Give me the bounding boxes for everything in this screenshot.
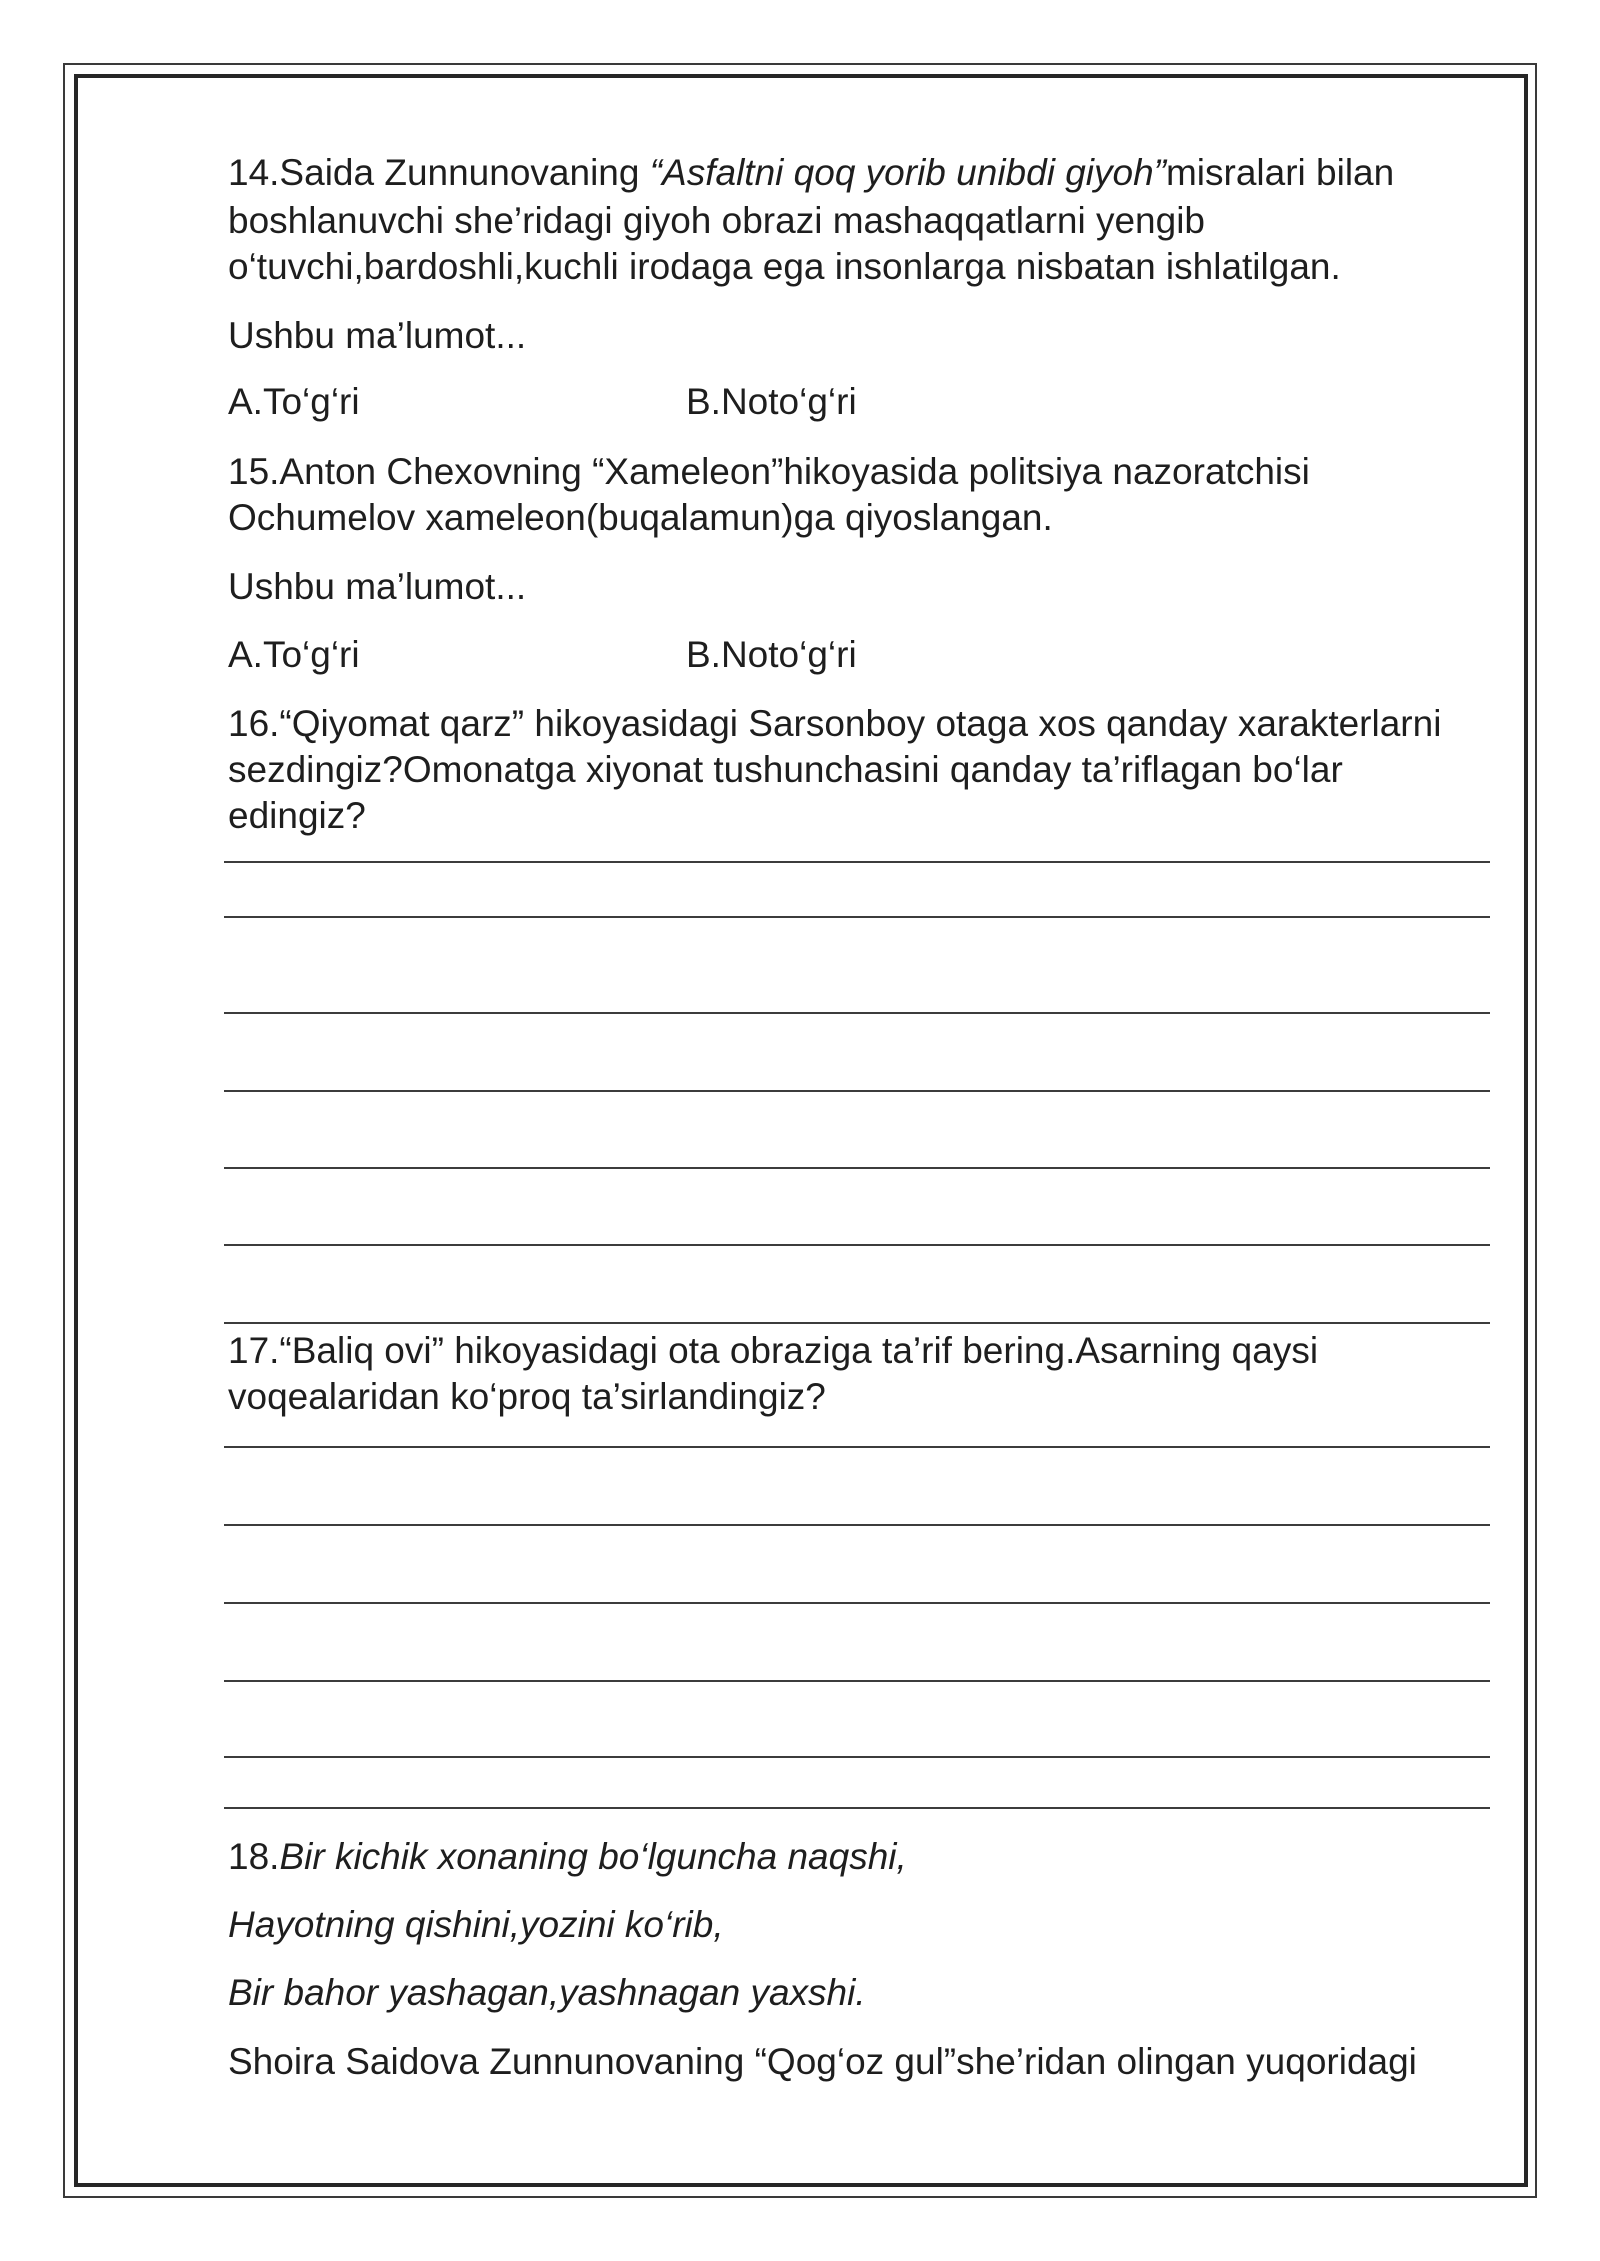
- verse-line-1: Bir kichik xonaning bo‘lguncha naqshi,: [279, 1836, 907, 1877]
- answer-line: [224, 1167, 1490, 1169]
- question-16-line-3: edingiz?: [228, 795, 366, 836]
- question-15-option-b: B.Noto‘g‘ri: [686, 634, 857, 675]
- question-14-lead: 14.Saida Zunnunovaning: [228, 152, 650, 193]
- answer-line: [224, 1244, 1490, 1246]
- question-18-text: Shoira Saidova Zunnunovaning “Qog‘oz gul”she’ridan olingan yuqoridagi: [228, 2041, 1417, 2082]
- question-15-line-1: 15.Anton Chexovning “Xameleon”hikoyasida politsiya nazoratchisi: [228, 451, 1310, 492]
- question-14-line-2: boshlanuvchi she’ridagi giyoh obrazi mashaqqatlarni yengib: [228, 200, 1205, 241]
- answer-line: [224, 1446, 1490, 1448]
- question-17-line-2: voqealaridan ko‘proq ta’sirlandingiz?: [228, 1376, 826, 1417]
- question-14-quote: “Asfaltni qoq yorib unibdi giyoh”: [649, 152, 1166, 193]
- question-15-prompt: Ushbu ma’lumot...: [228, 566, 527, 607]
- verse-line-2: Hayotning qishini,yozini ko‘rib,: [228, 1904, 724, 1945]
- answer-line: [224, 916, 1490, 918]
- question-14-tail: misralari bilan: [1165, 152, 1395, 193]
- answer-line: [224, 1012, 1490, 1014]
- question-14-option-a: A.To‘g‘ri: [228, 381, 360, 422]
- answer-line: [224, 1322, 1490, 1324]
- answer-line: [224, 1524, 1490, 1526]
- question-14-option-b: B.Noto‘g‘ri: [686, 381, 857, 422]
- question-18-line-1: [228, 1834, 907, 1880]
- question-16-line-1: 16.“Qiyomat qarz” hikoyasidagi Sarsonboy otaga xos qanday xarakterlarni: [228, 703, 1442, 744]
- question-14-line-3: o‘tuvchi,bardoshli,kuchli irodaga ega insonlarga nisbatan ishlatilgan.: [228, 246, 1341, 287]
- question-17-line-1: 17.“Baliq ovi” hikoyasidagi ota obraziga ta’rif bering.Asarning qaysi: [228, 1330, 1319, 1371]
- question-15-line-2: Ochumelov xameleon(buqalamun)ga qiyoslangan.: [228, 497, 1053, 538]
- answer-line: [224, 1602, 1490, 1604]
- question-14-prompt: Ushbu ma’lumot...: [228, 315, 527, 356]
- answer-line: [224, 1756, 1490, 1758]
- question-18-number: 18.: [228, 1836, 280, 1877]
- question-16-line-2: sezdingiz?Omonatga xiyonat tushunchasini qanday ta’riflagan bo‘lar: [228, 749, 1343, 790]
- question-14-line-1: [228, 150, 1394, 196]
- answer-line: [224, 1090, 1490, 1092]
- answer-line: [224, 861, 1490, 863]
- question-15-option-a: A.To‘g‘ri: [228, 634, 360, 675]
- answer-line: [224, 1807, 1490, 1809]
- verse-line-3: Bir bahor yashagan,yashnagan yaxshi.: [228, 1972, 866, 2013]
- answer-line: [224, 1680, 1490, 1682]
